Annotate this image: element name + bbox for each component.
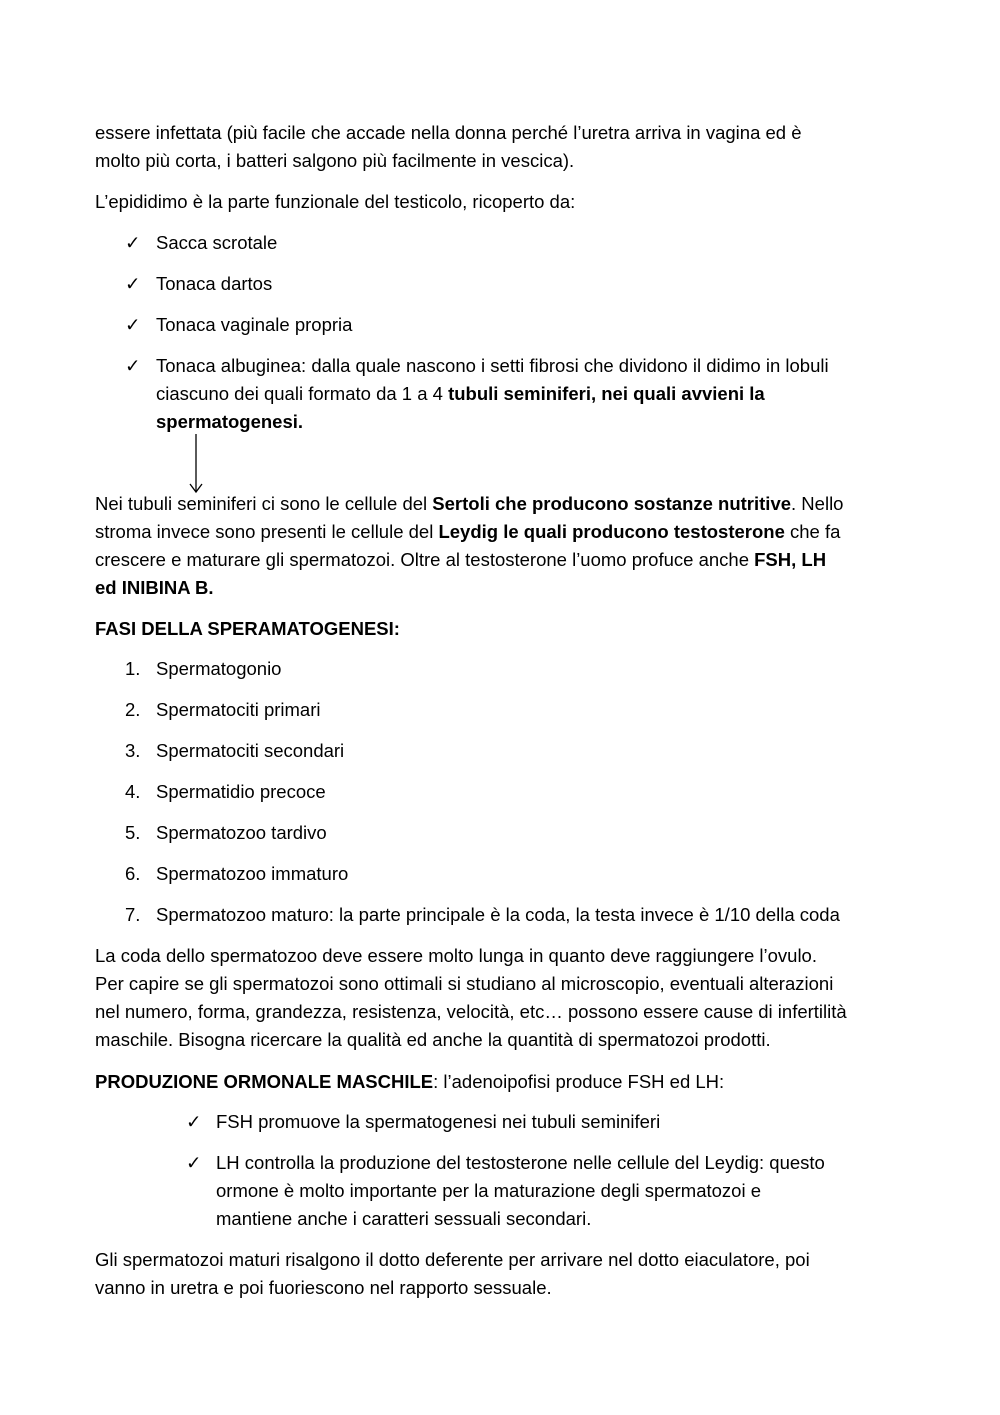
sertoli-line-2-text: stroma invece sono presenti le cellule del: [95, 521, 439, 542]
phase-number: 3.: [125, 740, 141, 761]
albuginea-line-1: Tonaca albuginea: dalla quale nascono i setti fibrosi che dividono il didimo in lobuli: [156, 355, 829, 376]
hormone-lh-line-1: LH controlla la produzione del testosterone nelle cellule del Leydig: questo: [216, 1152, 825, 1173]
sertoli-line-4-bold: ed INIBINA B.: [95, 577, 214, 598]
sertoli-line-3-text: crescere e maturare gli spermatozoi. Oltre al testosterone l’uomo profuce anche: [95, 549, 755, 570]
intro-line-2: molto più corta, i batteri salgono più facilmente in vescica).: [95, 150, 575, 171]
coda-line-4: maschile. Bisogna ricercare la qualità ed anche la quantità di spermatozoi prodotti.: [95, 1029, 771, 1050]
coda-line-2: Per capire se gli spermatozoi sono ottimali si studiano al microscopio, eventuali alterazioni: [95, 973, 834, 994]
produzione-paragraph: [95, 1068, 910, 1096]
phase-label: Spermatociti secondari: [156, 740, 345, 761]
phases-heading-text: FASI DELLA SPERAMATOGENESI:: [95, 618, 400, 639]
phase-number: 5.: [125, 822, 141, 843]
final-line-1: Gli spermatozoi maturi risalgono il dotto deferente per arrivare nel dotto eiaculatore, poi: [95, 1249, 810, 1270]
coda-line-3: nel numero, forma, grandezza, resistenza, velocità, etc… possono essere cause di infertilità: [95, 1001, 847, 1022]
produzione-bold: PRODUZIONE ORMONALE MASCHILE: [95, 1071, 434, 1092]
hormone-lh-line-2: ormone è molto importante per la maturazione degli spermatozoi e: [216, 1180, 762, 1201]
intro-line-1: essere infettata (più facile che accade nella donna perché l’uretra arriva in vagina ed è: [95, 122, 802, 143]
checkmark-icon: ✓: [186, 1111, 202, 1132]
checkmark-icon: ✓: [125, 273, 141, 294]
phase-label: Spermatozoo immaturo: [156, 863, 349, 884]
sertoli-line-3-bold: FSH, LH: [754, 549, 827, 570]
phase-label: Spermatozoo maturo: la parte principale è la coda, la testa invece è 1/10 della coda: [156, 904, 840, 925]
coda-line-1: La coda dello spermatozoo deve essere molto lunga in quanto deve raggiungere l’ovulo.: [95, 945, 817, 966]
phase-label: Spermatogonio: [156, 658, 282, 679]
albuginea-line-2: [156, 380, 765, 408]
albuginea-line-2-text: ciascuno dei quali formato da 1 a 4: [156, 383, 449, 404]
checkmark-icon: ✓: [125, 355, 141, 376]
sertoli-line-1: [95, 490, 910, 518]
sertoli-line-1-text: Nei tubuli seminiferi ci sono le cellule del: [95, 493, 433, 514]
phase-label: Spermatidio precoce: [156, 781, 326, 802]
sertoli-line-2: [95, 518, 910, 546]
phase-number: 2.: [125, 699, 141, 720]
produzione-text: : l’adenoipofisi produce FSH ed LH:: [433, 1071, 725, 1092]
sertoli-line-1-end: . Nello: [791, 493, 844, 514]
phases-heading: [95, 615, 910, 643]
hormone-fsh-text: FSH promuove la spermatogenesi nei tubuli seminiferi: [216, 1111, 661, 1132]
sertoli-line-4: [95, 574, 910, 602]
sertoli-line-2-end: che fa: [784, 521, 841, 542]
layer-label: Tonaca dartos: [156, 273, 273, 294]
phase-label: Spermatozoo tardivo: [156, 822, 327, 843]
phase-label: Spermatociti primari: [156, 699, 321, 720]
epididimo-paragraph: L’epididimo è la parte funzionale del testicolo, ricoperto da:: [95, 191, 576, 212]
checkmark-icon: ✓: [125, 314, 141, 335]
final-paragraph: [95, 1246, 910, 1302]
sertoli-line-3: [95, 546, 910, 574]
checkmark-icon: ✓: [186, 1152, 202, 1173]
coda-paragraph: [95, 942, 910, 1054]
phase-number: 6.: [125, 863, 141, 884]
intro-paragraph: [95, 119, 910, 175]
layer-label: Tonaca vaginale propria: [156, 314, 353, 335]
albuginea-line-2-bold: tubuli seminiferi, nei quali avvieni la: [448, 383, 765, 404]
sertoli-line-2-bold: Leydig le quali producono testosterone: [438, 521, 785, 542]
sertoli-paragraph: [95, 490, 910, 602]
hormone-lh-line-3: mantiene anche i caratteri sessuali secondari.: [216, 1208, 592, 1229]
phase-number: 4.: [125, 781, 141, 802]
final-line-2: vanno in uretra e poi fuoriescono nel rapporto sessuale.: [95, 1277, 552, 1298]
albuginea-line-3-bold: spermatogenesi.: [156, 411, 304, 432]
checkmark-icon: ✓: [125, 232, 141, 253]
albuginea-line-3: [156, 408, 303, 436]
sertoli-line-1-bold: Sertoli che producono sostanze nutritive: [432, 493, 792, 514]
down-arrow-icon: [189, 434, 203, 496]
phase-number: 1.: [125, 658, 141, 679]
phase-number: 7.: [125, 904, 141, 925]
layer-label: Sacca scrotale: [156, 232, 278, 253]
